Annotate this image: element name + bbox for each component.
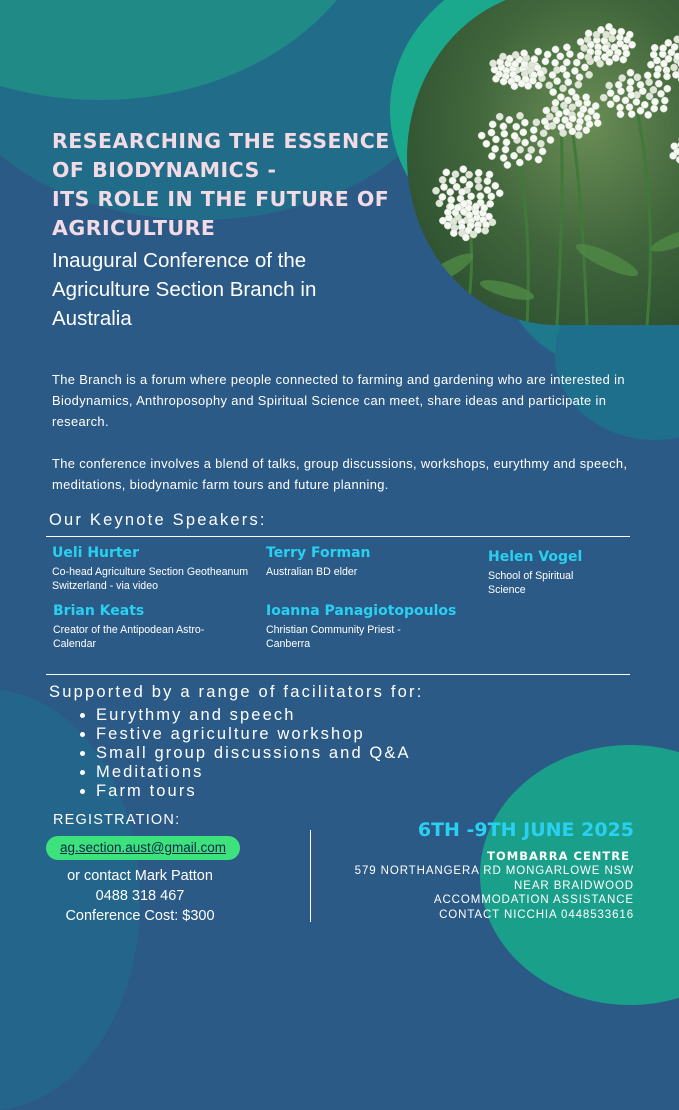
speaker-card	[52, 543, 252, 593]
address-line: 579 NORTHANGERA RD MONGARLOWE NSW	[330, 864, 634, 879]
speaker-card	[266, 543, 466, 579]
contact-line: or contact Mark Patton	[40, 866, 240, 886]
facilitator-item: • Meditations	[96, 763, 411, 782]
speaker-name: Brian Keats	[53, 601, 213, 621]
conference-subtitle: Inaugural Conference of the Agriculture Section Branch in Australia	[52, 246, 382, 333]
address-line: CONTACT NICCHIA 0448533616	[330, 908, 634, 923]
speaker-role: Christian Community Priest - Canberra	[266, 623, 436, 651]
divider	[46, 536, 630, 537]
intro-paragraph: The conference involves a blend of talks, group discussions, workshops, eurythmy and speech, meditations, biodynamic farm tours and future planning.	[52, 453, 642, 495]
speaker-role: School of Spiritual Science	[488, 569, 598, 597]
keynote-heading: Our Keynote Speakers:	[49, 511, 267, 530]
contact-phone: 0488 318 467	[40, 886, 240, 906]
yarrow-flowers-photo	[407, 0, 679, 325]
conference-title	[52, 127, 412, 243]
title-line: AGRICULTURE	[52, 214, 412, 243]
speaker-card	[488, 547, 598, 597]
venue-address	[330, 864, 634, 922]
speaker-card	[266, 601, 436, 651]
intro-paragraph: The Branch is a forum where people connected to farming and gardening who are interested in Biodynamics, Anthroposophy and Spiritual Science can meet, share ideas and participate in research.	[52, 369, 642, 432]
flower-cluster	[439, 200, 496, 241]
registration-email-link[interactable]: ag.section.aust@gmail.com	[46, 836, 240, 860]
contact-block	[40, 866, 240, 926]
title-line: OF BIODYNAMICS -	[52, 156, 412, 185]
speaker-role: Creator of the Antipodean Astro-Calendar	[53, 623, 213, 651]
title-line: ITS ROLE IN THE FUTURE OF	[52, 185, 412, 214]
facilitator-item: • Festive agriculture workshop	[96, 725, 411, 744]
speaker-name: Ioanna Panagiotopoulos	[266, 601, 436, 621]
flower-cluster	[647, 36, 679, 83]
speaker-role: Australian BD elder	[266, 565, 466, 579]
title-line: RESEARCHING THE ESSENCE	[52, 127, 412, 156]
flower-illustration	[407, 0, 679, 325]
event-dates: 6TH -9TH JUNE 2025	[330, 819, 634, 841]
speaker-card	[53, 601, 213, 651]
address-line: ACCOMMODATION ASSISTANCE	[330, 893, 634, 908]
facilitators-heading: Supported by a range of facilitators for:	[49, 683, 424, 702]
speaker-role: Co-head Agriculture Section Geotheanum Switzerland - via video	[52, 565, 252, 593]
flower-cluster	[577, 23, 636, 67]
facilitator-item: • Farm tours	[96, 782, 411, 801]
speaker-name: Ueli Hurter	[52, 543, 252, 563]
conference-cost: Conference Cost: $300	[40, 906, 240, 926]
facilitator-item: • Small group discussions and Q&A	[96, 744, 411, 763]
flower-cluster	[670, 131, 679, 170]
facilitator-item: • Eurythmy and speech	[96, 706, 411, 725]
vertical-divider	[310, 830, 311, 922]
registration-label: REGISTRATION:	[53, 812, 180, 828]
facilitator-list	[76, 706, 411, 801]
speaker-name: Terry Forman	[266, 543, 466, 563]
venue-name: TOMBARRA CENTRE	[330, 849, 630, 863]
speaker-name: Helen Vogel	[488, 547, 598, 567]
divider	[46, 674, 630, 675]
flower-cluster	[541, 94, 601, 139]
address-line: NEAR BRAIDWOOD	[330, 879, 634, 894]
